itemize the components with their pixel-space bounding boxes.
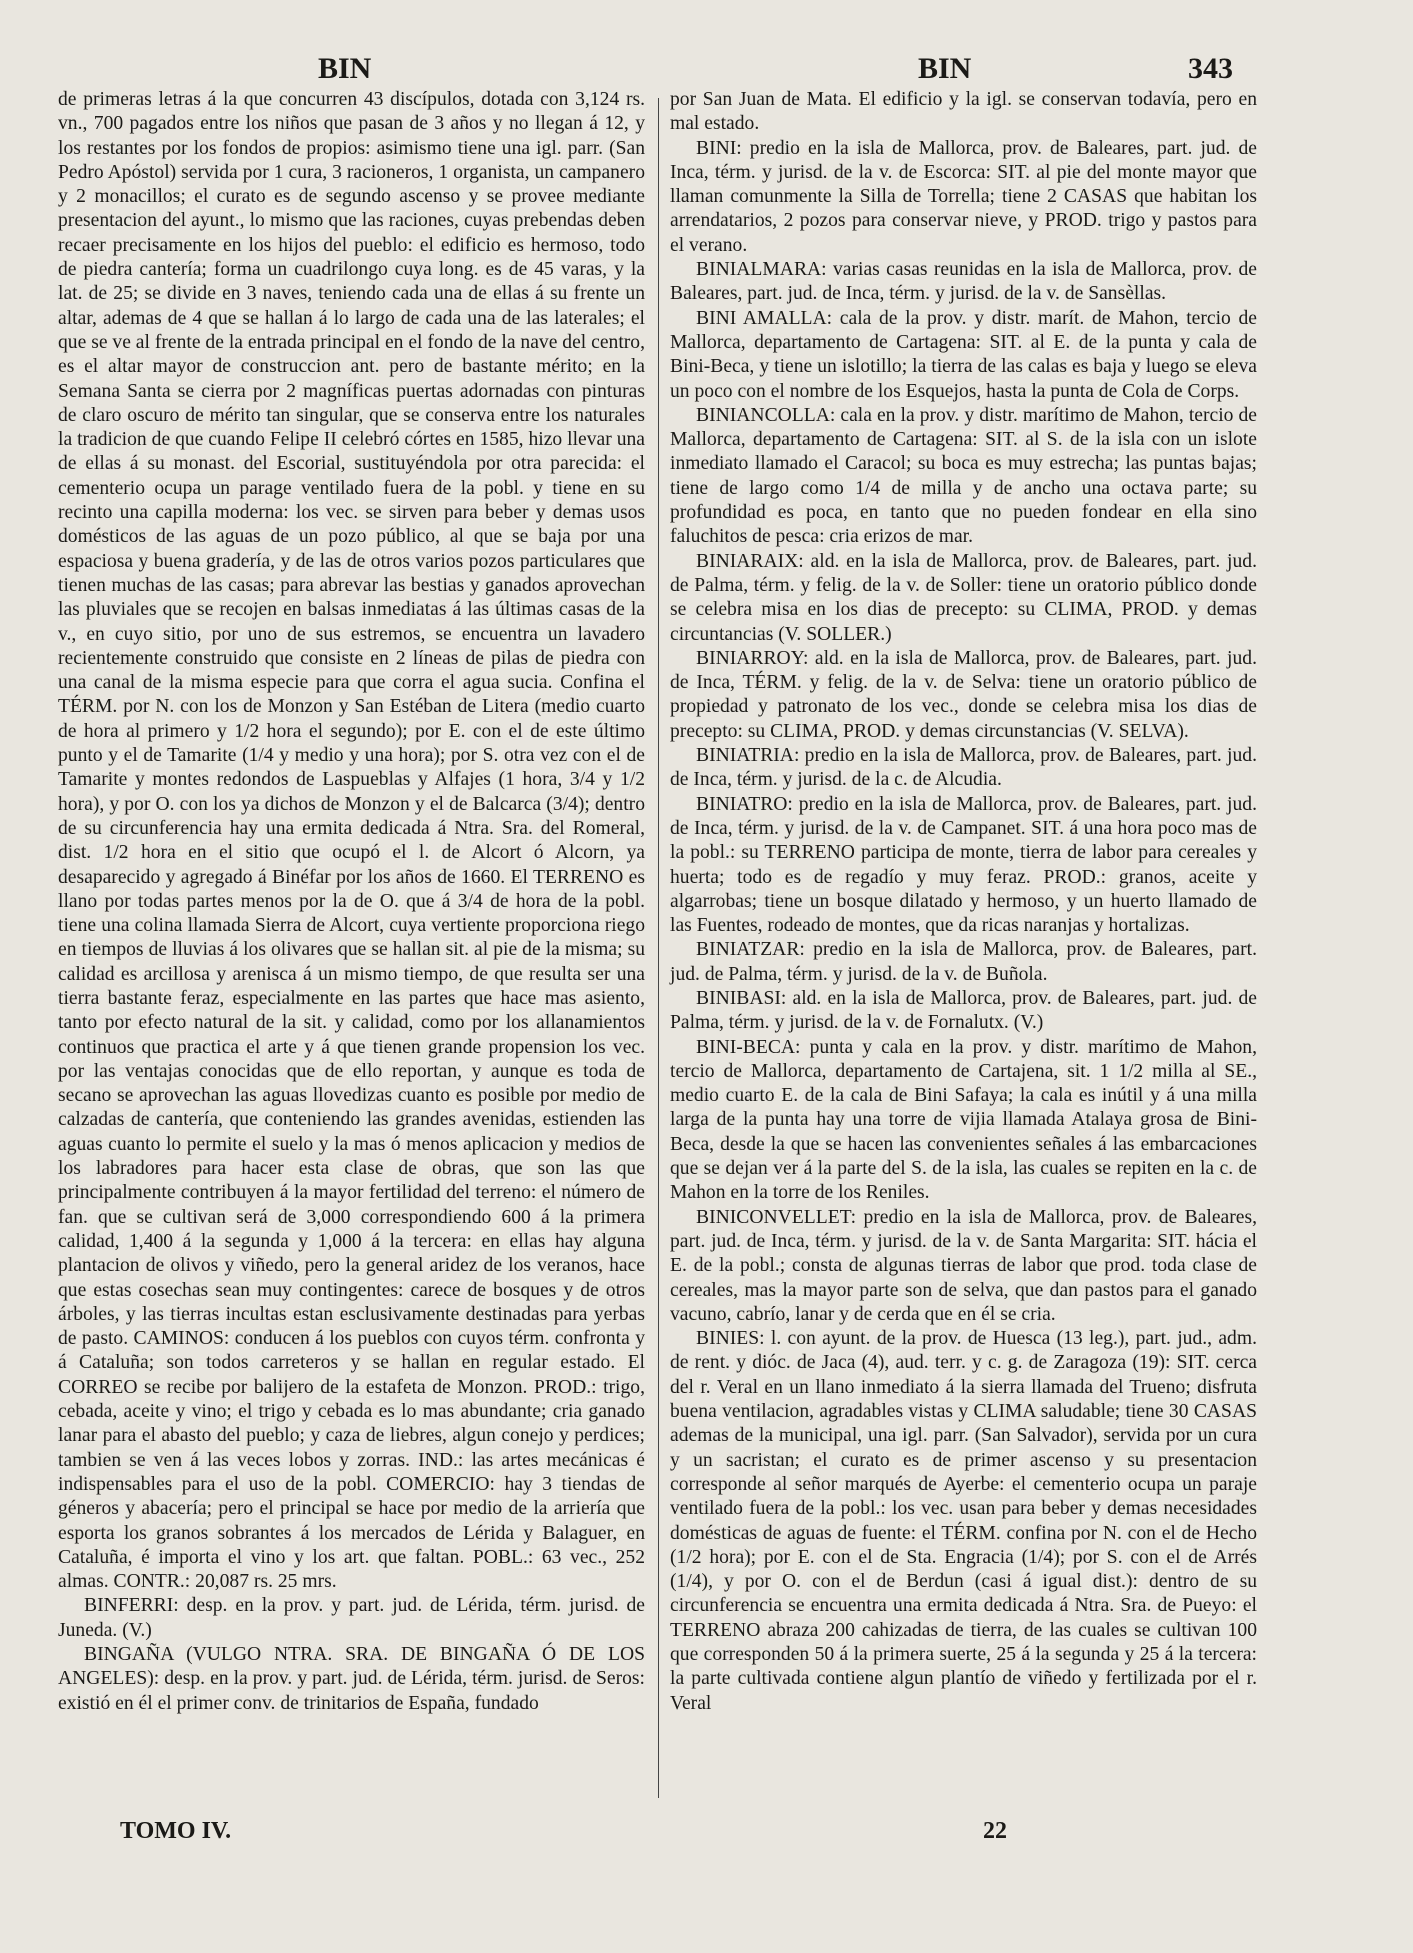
running-header xyxy=(0,52,1413,92)
dictionary-entry: BINIATRIA: predio en la isla de Mallorca, prov. de Baleares, part. jud. de Inca, térm. y jurisd. de la c. de Alcudia. xyxy=(670,745,1257,791)
header-right-word: BIN xyxy=(918,52,972,85)
left-column xyxy=(58,88,645,1716)
dictionary-entry: BINIARAIX: ald. en la isla de Mallorca, prov. de Baleares, part. jud. de Palma, térm. y felig. de la v. de Soller: tiene un oratorio público donde se celebra misa en los dias de precepto: su CLIMA, PROD. y demas circuntancias (V. SOLLER.) xyxy=(670,550,1257,645)
page-number: 343 xyxy=(1188,52,1233,85)
page-footer xyxy=(0,1818,1413,1854)
column-divider xyxy=(658,98,659,1798)
dictionary-entry: BINI: predio en la isla de Mallorca, prov. de Baleares, part. jud. de Inca, térm. y jurisd. de la v. de Escorca: SIT. al pie del monte mayor que llaman comunmente la Silla de Torrella; tiene 2 CASAS que habitan los arrendatarios, 2 pozos para conservar nieve, y PROD. trigo y pastos para el verano. xyxy=(670,137,1257,256)
right-column xyxy=(670,88,1257,1716)
dictionary-entry: BINIATZAR: predio en la isla de Mallorca, prov. de Baleares, part. jud. de Palma, térm. y jurisd. de la v. de Buñola. xyxy=(670,939,1257,985)
dictionary-entry: BINI AMALLA: cala de la prov. y distr. marít. de Mahon, tercio de Mallorca, departamento de Cartagena: SIT. al E. de la punta y cala de Bini-Beca, y tiene un islotillo; la tierra de las calas es baja y luego se eleva un poco con el nombre de los Esquejos, hasta la punta de Cola de Corps. xyxy=(670,307,1257,402)
dictionary-entry: BINIARROY: ald. en la isla de Mallorca, prov. de Baleares, part. jud. de Inca, TÉRM. y felig. de la v. de Selva: tiene un oratorio público de propiedad y patronato de los vec., donde se celebra misa los dias de precepto: su CLIMA, PROD. y demas circunstancias (V. SELVA). xyxy=(670,647,1257,742)
dictionary-entry: BINI-BECA: punta y cala en la prov. y distr. marítimo de Mahon, tercio de Mallorca, departamento de Cartajena, sit. 1 1/2 milla al SE., medio cuarto E. de la cala de Bini Safaya; la cala es inútil y á una milla larga de la punta hay una torre de vijia llamada Atalaya grosa de Bini-Beca, desde la que se hacen las convenientes señales á las embarcaciones que se dejan ver á la parte del S. de la isla, las cuales se repiten en la c. de Mahon en la torre de los Reniles. xyxy=(670,1036,1257,1204)
dictionary-entry: BINIES: l. con ayunt. de la prov. de Huesca (13 leg.), part. jud., adm. de rent. y dióc. de Jaca (4), aud. terr. y c. g. de Zaragoza (19): SIT. cerca del r. Veral en un llano inmediato á la sierra llamada del Trueno; disfruta buena ventilacion, agradables vistas y CLIMA saludable; tiene 30 CASAS ademas de la municipal, una igl. parr. (San Salvador), servida por un cura y un sacristan; el curato es de primer ascenso y su presentacion corresponde al señor marqués de Ayerbe: el cementerio ocupa un paraje ventilado fuera de la pobl.: los vec. usan para beber y demas necesidades domésticas de aguas de fuente: el TÉRM. confina por N. con el de Hecho (1/2 hora); por E. con el de Sta. Engracia (1/4); por S. con el de Arrés (1/4), y por O. con el de Berdun (casi á igual dist.): dentro de su circunferencia se encuentra una ermita dedicada á Ntra. Sra. de Pueyo: el TERRENO abraza 200 cahizadas de tierra, de las cuales se cultivan 100 que corresponden 50 á la primera suerte, 25 á la segunda y 25 á la tercera: la parte cultivada contiene algun plantío de viñedo y fertilizada por el r. Veral xyxy=(670,1328,1257,1714)
dictionary-entry: BINIATRO: predio en la isla de Mallorca, prov. de Baleares, part. jud. de Inca, térm. y jurisd. de la v. de Campanet. SIT. á una hora poco mas de la pobl.: su TERRENO participa de monte, tierra de labor para cereales y huerta; todo es de regadío y muy feraz. PROD.: granos, aceite y algarrobas; tiene un bosque dilatado y hermoso, y un huerto llamado de las Fuentes, rodeado de montes, que da ricas naranjas y hortalizas. xyxy=(670,793,1257,937)
dictionary-entry: BINIBASI: ald. en la isla de Mallorca, prov. de Baleares, part. jud. de Palma, térm. y jurisd. de la v. de Fornalutx. (V.) xyxy=(670,987,1257,1034)
dictionary-entry: BINIANCOLLA: cala en la prov. y distr. marítimo de Mahon, tercio de Mallorca, departamento de Cartagena: SIT. al S. de la isla con un islote inmediato llamado el Caracol; su boca es muy estrecha; las puntas bajas; tiene de largo como 1/4 de milla y de ancho una octava parte; su profundidad es poca, en tanto que no pueden fondear en ella sino faluchitos de pesca: cria erizos de mar. xyxy=(670,404,1257,548)
signature-mark: 22 xyxy=(983,1818,1007,1844)
volume-label: TOMO IV. xyxy=(120,1818,232,1844)
continued-text: por San Juan de Mata. El edificio y la igl. se conservan todavía, pero en mal estado. xyxy=(670,89,1257,135)
dictionary-entry: BINIALMARA: varias casas reunidas en la isla de Mallorca, prov. de Baleares, part. jud. de Inca, térm. y jurisd. de la v. de Sansèllas. xyxy=(670,259,1257,305)
dictionary-entry: BINICONVELLET: predio en la isla de Mallorca, prov. de Baleares, part. jud. de Inca, térm. y jurisd. de la v. de Santa Margarita: SIT. hácia el E. de la pobl.; consta de algunas tierras de labor que prod. toda clase de cereales, mas la mayor parte son de selva, que dan pastos para el ganado vacuno, cabrío, lanar y de cerda que en él se cria. xyxy=(670,1206,1257,1325)
header-left-word: BIN xyxy=(318,52,372,85)
dictionary-entry: BINFERRI: desp. en la prov. y part. jud. de Lérida, térm. jurisd. de Juneda. (V.) xyxy=(58,1595,645,1641)
continued-text: de primeras letras á la que concurren 43 discípulos, dotada con 3,124 rs. vn., 700 pagados entre los niños que pasan de 3 años y no llegan á 12, y los restantes por los fondos de propios: asimismo tiene una igl. parr. (San Pedro Apóstol) servida por 1 cura, 3 racioneros, 1 organista, un campanero y 2 monacillos; el curato es de segundo ascenso y se provee mediante presentacion del ayunt., lo mismo que las raciones, cuyas prebendas deben recaer precisamente en los hijos del pueblo: el edificio es hermoso, todo de piedra cantería; forma un cuadrilongo cuya long. es de 45 varas, y la lat. de 25; se divide en 3 naves, teniendo cada una de ellas á su frente un altar, ademas de 4 que se hallan á lo largo de cada una de las laterales; el que se ve al frente de la entrada principal en el fondo de la nave del centro, es el altar mayor de construccion ant. pero de bastante mérito; en la Semana Santa se cierra por 2 magníficas puertas adornadas con pinturas de claro oscuro de mérito tan singular, que se conserva entre los naturales la tradicion de que cuando Felipe II celebró córtes en 1585, hizo llevar una de ellas á su monast. del Escorial, sustituyéndola por otra parecida: el cementerio ocupa un parage ventilado fuera de la pobl. y tiene en su recinto una capilla moderna: los vec. se sirven para beber y demas usos domésticos de las aguas de un pozo público, al que se baja por una espaciosa y buena gradería, y de las de otros varios pozos particulares que tienen muchas de las casas; para abrevar las bestias y ganados aprovechan las pluviales que se recojen en balsas inmediatas á las últimas casas de la v., en cuyo sitio, por uno de sus estremos, se encuentra un lavadero recientemente construido que consiste en 2 líneas de pilas de piedra con una canal de la misma especie para que corra el agua sucia. Confina el TÉRM. por N. con los de Monzon y San Estéban de Litera (medio cuarto de hora al primero y 1/2 hora el segundo); por E. con el de este último punto y el de Tamarite (1/4 y medio y una hora); por S. otra vez con el de Tamarite y montes redondos de Laspueblas y Alfajes (1 hora, 3/4 y 1/2 hora), y por O. con los ya dichos de Monzon y el de Balcarca (3/4); dentro de su circunferencia hay una ermita dedicada á Ntra. Sra. del Romeral, dist. 1/2 hora en el sitio que ocupó el l. de Alcort ó Alcorn, ya desaparecido y agregado á Binéfar por los años de 1660. El TERRENO es llano por todas partes menos por la de O. que á 3/4 de hora de la pobl. tiene una colina llamada Sierra de Alcort, cuya vertiente proporciona riego en tiempos de lluvias á los olivares que se hallan sit. al pie de la misma; su calidad es arcillosa y arenisca á un mismo tiempo, de que resulta ser una tierra bastante feraz, especialmente en las partes que hace mas asiento, tanto por efecto natural de la sit. y calidad, como por los allanamientos continuos que practica el arte y á que tienen grande propension los vec. por las ventajas conocidas que de ello reportan, y aunque es toda de secano se aprovechan las aguas llovedizas cuanto es posible por medio de calzadas de cantería, que conteniendo las grandes avenidas, estienden las aguas cuanto lo permite el suelo y la mas ó menos aplicacion y medios de los labradores para hacer esta clase de obras, que son las que principalmente contribuyen á la mayor fertilidad del terreno: el número de fan. que se cultivan será de 3,000 correspondiendo 600 á la primera calidad, 1,400 á la segunda y 1,000 á la tercera: en ellas hay alguna plantacion de olivos y viñedo, pero la general aridez de los veranos, hace que estas cosechas sean muy contingentes: carece de bosques y de otros árboles, y las tierras incultas estan esclusivamente destinadas para yerbas de pasto. CAMINOS: conducen á los pueblos con cuyos térm. confronta y á Cataluña; son todos carreteros y se hallan en regular estado. El CORREO se recibe por balijero de la estafeta de Monzon. PROD.: trigo, cebada, aceite y vino; el trigo y cebada es lo mas abundante; cria ganado lanar para el abasto del pueblo; y caza de liebres, algun conejo y perdices; tambien se ven á las veces lobos y zorras. IND.: las artes mecánicas é indispensables para el uso de la pobl. COMERCIO: hay 3 tiendas de géneros y abacería; pero el principal se hace por medio de la arriería que esporta los granos sobrantes á los mercados de Lérida y Balaguer, en Cataluña, é importa el vino y los art. que faltan. POBL.: 63 vec., 252 almas. CONTR.: 20,087 rs. 25 mrs. xyxy=(58,89,645,1593)
dictionary-entry: BINGAÑA (VULGO NTRA. SRA. DE BINGAÑA Ó DE LOS ANGELES): desp. en la prov. y part. jud. de Lérida, térm. jurisd. de Seros: existió en él el primer conv. de trinitarios de España, fundado xyxy=(58,1644,645,1714)
